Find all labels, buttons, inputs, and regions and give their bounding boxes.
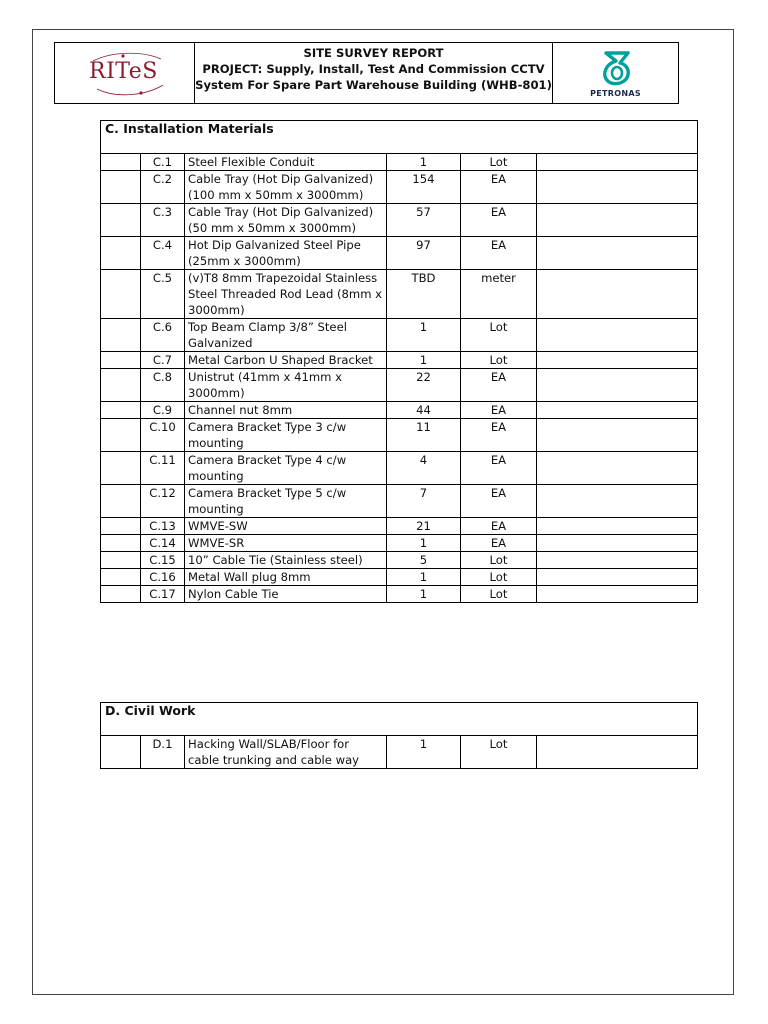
item-description: Steel Flexible Conduit [185, 154, 387, 171]
item-unit: Lot [461, 736, 537, 769]
item-remark [537, 270, 698, 319]
project-title-line2: System For Spare Part Warehouse Building (WHB-801) [195, 78, 552, 92]
item-remark [537, 237, 698, 270]
item-remark [537, 402, 698, 419]
item-unit: Lot [461, 552, 537, 569]
row-spacer-cell [101, 154, 141, 171]
item-description: Unistrut (41mm x 41mm x 3000mm) [185, 369, 387, 402]
item-remark [537, 171, 698, 204]
item-unit: Lot [461, 319, 537, 352]
item-description: Camera Bracket Type 5 c/w mounting [185, 485, 387, 518]
table-row [101, 270, 698, 319]
item-description: Hot Dip Galvanized Steel Pipe (25mm x 3000mm) [185, 237, 387, 270]
item-quantity: 5 [387, 552, 461, 569]
item-quantity: 7 [387, 485, 461, 518]
item-remark [537, 552, 698, 569]
item-quantity: 11 [387, 419, 461, 452]
item-number: C.14 [141, 535, 185, 552]
table-row [101, 154, 698, 171]
row-spacer-cell [101, 518, 141, 535]
item-description: 10” Cable Tie (Stainless steel) [185, 552, 387, 569]
section-d-title: D. Civil Work [101, 703, 698, 736]
item-unit: meter [461, 270, 537, 319]
item-number: C.12 [141, 485, 185, 518]
table-row [101, 452, 698, 485]
item-description: Metal Carbon U Shaped Bracket [185, 352, 387, 369]
item-number: C.3 [141, 204, 185, 237]
item-remark [537, 154, 698, 171]
item-remark [537, 452, 698, 485]
item-remark [537, 518, 698, 535]
row-spacer-cell [101, 319, 141, 352]
petronas-logo-text: PETRONAS [590, 89, 641, 98]
item-number: C.7 [141, 352, 185, 369]
item-quantity: 1 [387, 586, 461, 603]
row-spacer-cell [101, 402, 141, 419]
item-quantity: 1 [387, 569, 461, 586]
item-description: Cable Tray (Hot Dip Galvanized) (50 mm x 50mm x 3000mm) [185, 204, 387, 237]
item-number: C.10 [141, 419, 185, 452]
item-remark [537, 419, 698, 452]
row-spacer-cell [101, 352, 141, 369]
item-number: C.17 [141, 586, 185, 603]
item-remark [537, 319, 698, 352]
item-unit: Lot [461, 154, 537, 171]
item-number: C.15 [141, 552, 185, 569]
report-title: SITE SURVEY REPORT [303, 46, 444, 60]
item-remark [537, 369, 698, 402]
item-description: Camera Bracket Type 4 c/w mounting [185, 452, 387, 485]
table-row [101, 237, 698, 270]
row-spacer-cell [101, 586, 141, 603]
table-row [101, 569, 698, 586]
row-spacer-cell [101, 237, 141, 270]
item-description: Metal Wall plug 8mm [185, 569, 387, 586]
row-spacer-cell [101, 552, 141, 569]
table-row [101, 419, 698, 452]
table-row [101, 171, 698, 204]
item-quantity: 1 [387, 319, 461, 352]
report-title-block [195, 43, 553, 103]
section-d-title-row [101, 703, 698, 736]
item-unit: EA [461, 518, 537, 535]
table-row [101, 535, 698, 552]
item-quantity: 22 [387, 369, 461, 402]
item-unit: EA [461, 485, 537, 518]
item-unit: EA [461, 452, 537, 485]
rites-logo-text: RITeS [89, 59, 158, 84]
table-row [101, 586, 698, 603]
item-description: Hacking Wall/SLAB/Floor for cable trunking and cable way [185, 736, 387, 769]
row-spacer-cell [101, 419, 141, 452]
item-number: D.1 [141, 736, 185, 769]
row-spacer-cell [101, 736, 141, 769]
item-number: C.11 [141, 452, 185, 485]
item-unit: EA [461, 535, 537, 552]
item-unit: EA [461, 402, 537, 419]
item-number: C.13 [141, 518, 185, 535]
item-description: Top Beam Clamp 3/8” Steel Galvanized [185, 319, 387, 352]
table-row [101, 319, 698, 352]
table-row [101, 552, 698, 569]
row-spacer-cell [101, 485, 141, 518]
report-header [54, 42, 679, 104]
item-remark [537, 736, 698, 769]
row-spacer-cell [101, 270, 141, 319]
item-number: C.5 [141, 270, 185, 319]
item-remark [537, 485, 698, 518]
item-description: Cable Tray (Hot Dip Galvanized) (100 mm x 50mm x 3000mm) [185, 171, 387, 204]
row-spacer-cell [101, 452, 141, 485]
item-number: C.4 [141, 237, 185, 270]
installation-materials-table [100, 120, 698, 603]
row-spacer-cell [101, 535, 141, 552]
item-description: Channel nut 8mm [185, 402, 387, 419]
row-spacer-cell [101, 204, 141, 237]
item-quantity: 154 [387, 171, 461, 204]
item-number: C.6 [141, 319, 185, 352]
row-spacer-cell [101, 569, 141, 586]
table-row [101, 736, 698, 769]
item-unit: EA [461, 237, 537, 270]
item-number: C.8 [141, 369, 185, 402]
item-unit: Lot [461, 569, 537, 586]
table-row [101, 204, 698, 237]
item-quantity: 1 [387, 154, 461, 171]
item-number: C.9 [141, 402, 185, 419]
item-remark [537, 352, 698, 369]
item-description: Nylon Cable Tie [185, 586, 387, 603]
rites-logo [55, 43, 195, 103]
item-description: (v)T8 8mm Trapezoidal Stainless Steel Threaded Rod Lead (8mm x 3000mm) [185, 270, 387, 319]
item-quantity: 57 [387, 204, 461, 237]
item-quantity: 4 [387, 452, 461, 485]
item-quantity: 1 [387, 352, 461, 369]
table-row [101, 518, 698, 535]
item-unit: EA [461, 171, 537, 204]
item-remark [537, 586, 698, 603]
petronas-emblem-icon [600, 49, 634, 87]
section-c-title-row [101, 121, 698, 154]
project-title-line1: PROJECT: Supply, Install, Test And Commission CCTV [202, 62, 545, 76]
item-quantity: 1 [387, 535, 461, 552]
item-unit: EA [461, 369, 537, 402]
item-description: WMVE-SR [185, 535, 387, 552]
item-number: C.16 [141, 569, 185, 586]
item-unit: Lot [461, 352, 537, 369]
item-number: C.1 [141, 154, 185, 171]
item-remark [537, 204, 698, 237]
item-remark [537, 535, 698, 552]
item-description: WMVE-SW [185, 518, 387, 535]
petronas-logo [553, 43, 678, 103]
item-quantity: 44 [387, 402, 461, 419]
item-quantity: TBD [387, 270, 461, 319]
item-number: C.2 [141, 171, 185, 204]
row-spacer-cell [101, 369, 141, 402]
section-c-title: C. Installation Materials [101, 121, 698, 154]
table-row [101, 485, 698, 518]
table-row [101, 352, 698, 369]
table-row [101, 402, 698, 419]
row-spacer-cell [101, 171, 141, 204]
item-unit: Lot [461, 586, 537, 603]
civil-work-table [100, 702, 698, 769]
item-quantity: 1 [387, 736, 461, 769]
item-description: Camera Bracket Type 3 c/w mounting [185, 419, 387, 452]
table-row [101, 369, 698, 402]
item-unit: EA [461, 204, 537, 237]
item-quantity: 21 [387, 518, 461, 535]
item-remark [537, 569, 698, 586]
item-unit: EA [461, 419, 537, 452]
item-quantity: 97 [387, 237, 461, 270]
